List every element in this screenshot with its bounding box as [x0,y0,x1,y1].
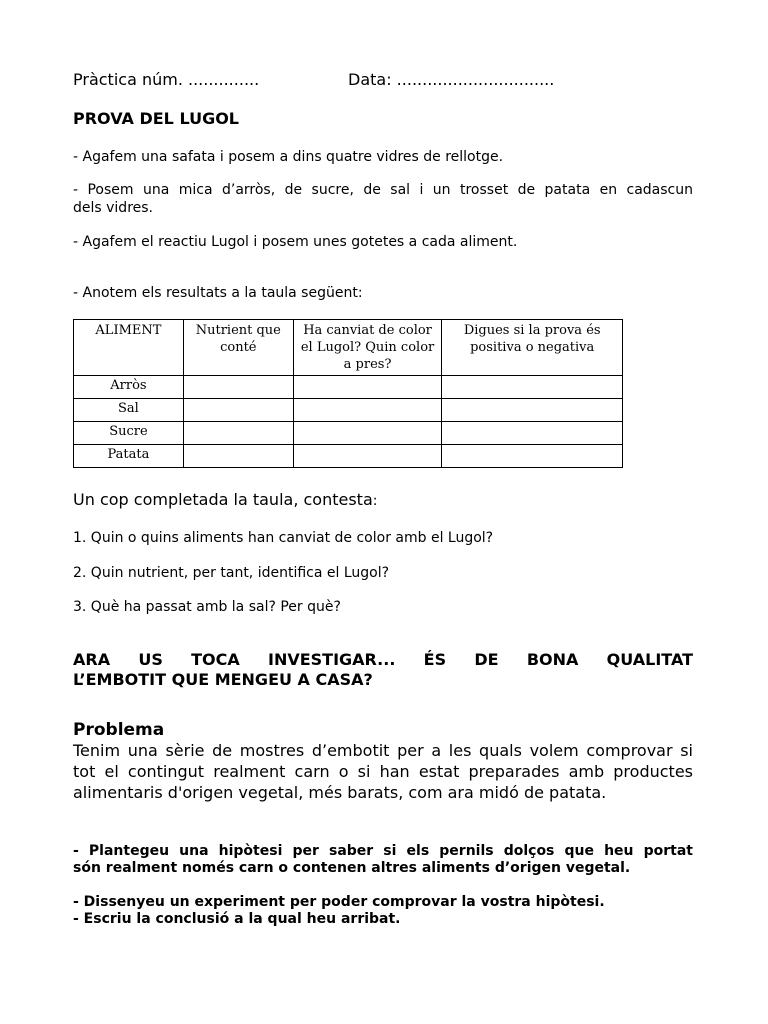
step-1: - Agafem una safata i posem a dins quatre vidres de rellotge. [73,149,504,165]
table-row [74,445,623,468]
investigate-heading-line-1: ARA US TOCA INVESTIGAR... ÉS DE BONA QUALITAT [73,650,693,669]
problem-line-2: tot el contingut realment carn o si han estat preparades amb productes [73,762,693,781]
task-line-1: - Plantegeu una hipòtesi per saber si els pernils dolços que heu portat [73,843,693,859]
row-food-label: Sucre [74,422,184,445]
answer-cell[interactable] [293,376,442,399]
header-color-change: Ha canviat de color el Lugol? Quin color a pres? [293,320,442,376]
problem-line-3: alimentaris d'origen vegetal, més barats, com ara midó de patata. [73,783,607,802]
practice-number-label: Pràctica núm. .............. [73,70,260,89]
row-food-label: Arròs [74,376,184,399]
step-3: - Agafem el reactiu Lugol i posem unes gotetes a cada aliment. [73,234,518,250]
header-aliment: ALIMENT [74,320,184,376]
answer-cell[interactable] [293,422,442,445]
step-4: - Anotem els resultats a la taula següent: [73,285,363,301]
problem-heading: Problema [73,720,165,740]
table-row [74,422,623,445]
answer-cell[interactable] [442,422,623,445]
step-2-line-1: - Posem una mica d’arròs, de sucre, de sal i un trosset de patata en cadascun [73,182,693,198]
investigate-heading-line-2: L’EMBOTIT QUE MENGEU A CASA? [73,670,373,689]
answer-cell[interactable] [442,376,623,399]
answer-cell[interactable] [442,399,623,422]
table-header-row [74,320,623,376]
answer-cell[interactable] [293,399,442,422]
task-line-2: són realment només carn o contenen altres aliments d’origen vegetal. [73,860,631,876]
row-food-label: Sal [74,399,184,422]
table-row [74,376,623,399]
table-row [74,399,623,422]
question-1: 1. Quin o quins aliments han canviat de color amb el Lugol? [73,530,494,546]
task-line-3: - Dissenyeu un experiment per poder comprovar la vostra hipòtesi. [73,894,605,910]
answer-cell[interactable] [293,445,442,468]
questions-intro-text: Un cop completada la taula, contesta [73,490,373,509]
answer-cell[interactable] [183,376,293,399]
header-nutrient: Nutrient que conté [183,320,293,376]
problem-line-1: Tenim una sèrie de mostres d’embotit per a les quals volem comprovar si [73,741,693,760]
answer-cell[interactable] [442,445,623,468]
page-title: PROVA DEL LUGOL [73,109,239,128]
step-2-line-2: dels vidres. [73,200,154,216]
results-table [73,319,623,468]
answer-cell[interactable] [183,399,293,422]
answer-cell[interactable] [183,445,293,468]
questions-intro-colon: : [372,493,378,509]
task-line-4: - Escriu la conclusió a la qual heu arribat. [73,911,401,927]
questions-intro [73,490,377,509]
answer-cell[interactable] [183,422,293,445]
header-test-result: Digues si la prova és positiva o negativa [442,320,623,376]
question-3: 3. Què ha passat amb la sal? Per què? [73,599,341,615]
row-food-label: Patata [74,445,184,468]
date-label: Data: ............................... [348,70,555,89]
question-2: 2. Quin nutrient, per tant, identifica el Lugol? [73,565,390,581]
